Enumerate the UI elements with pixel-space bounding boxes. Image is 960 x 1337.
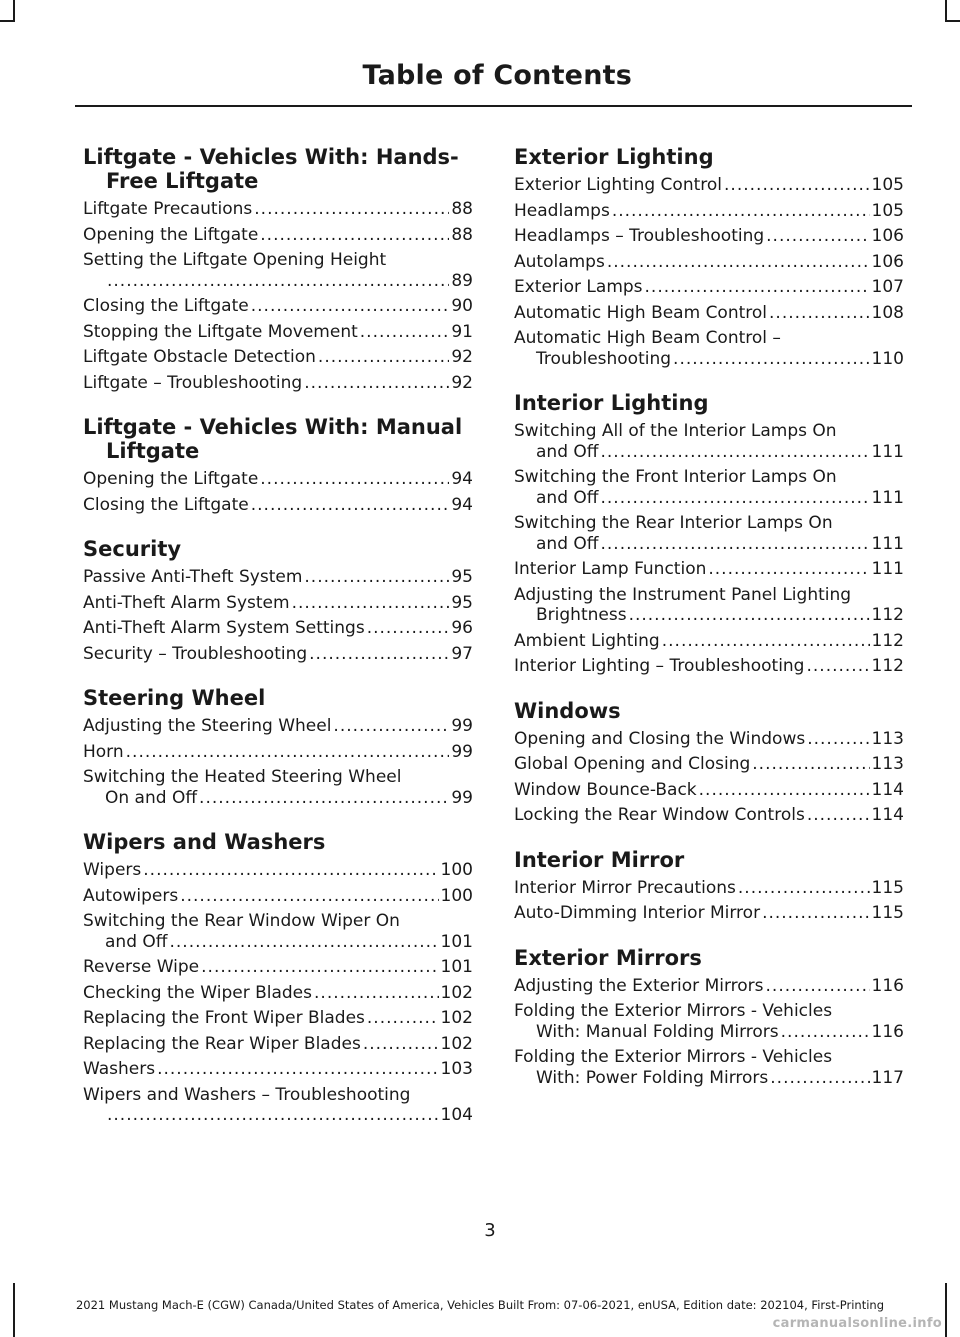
toc-page-number: 94 [451,494,473,515]
toc-entry-line [83,1008,473,1029]
toc-entry-line [83,860,473,881]
toc-entry-link[interactable] [83,250,473,291]
toc-entry-link[interactable] [83,567,473,588]
toc-entry-line [514,754,904,775]
toc-entry-label: Switching the Front Interior Lamps On [514,467,837,487]
toc-entry-line [83,567,473,588]
toc-entry-link[interactable] [514,201,904,222]
toc-entry-line [514,175,904,196]
footer-text: 2021 Mustang Mach-E (CGW) Canada/United States of America, Vehicles Built From: 07-06-2021, enUSA, Edition date: 202104, First-Printing [75,1298,884,1312]
toc-entry-line [83,886,473,907]
leader-dots [333,716,449,737]
toc-entry-label: Anti-Theft Alarm System [83,592,290,613]
leader-dots [600,442,869,463]
toc-page-number: 116 [871,1021,904,1042]
leader-dots [199,788,449,809]
toc-entry-line [83,1059,473,1080]
toc-entry-label: Troubleshooting [536,348,672,369]
toc-entry-link[interactable] [514,277,904,298]
toc-entry-link[interactable] [83,495,473,516]
toc-entry-line [83,347,473,368]
toc-entry-line [514,631,904,652]
toc-entry-label: Closing the Liftgate [83,296,249,316]
toc-entry-label: Reverse Wipe [83,957,200,977]
toc-entry-link[interactable] [83,296,473,317]
toc-page-number: 111 [871,559,904,579]
leader-dots [607,252,870,273]
leader-dots [807,729,869,750]
toc-entry-link[interactable] [514,754,904,775]
toc-entry-link[interactable] [514,559,904,580]
toc-page-number: 117 [871,1067,904,1088]
leader-dots [304,373,449,394]
toc-entry-label: On and Off [105,787,198,808]
toc-page-number: 113 [871,728,904,749]
toc-page-number: 114 [871,805,904,825]
toc-entry-link[interactable] [514,585,904,626]
toc-entry-label: Global Opening and Closing [514,754,751,774]
toc-page-number: 107 [871,277,904,297]
toc-section [514,145,904,369]
toc-page-number: 114 [871,779,904,800]
toc-entry-label: Wipers and Washers – Troubleshooting [83,1084,411,1105]
toc-entry-line [514,488,904,509]
toc-entry-link[interactable] [83,199,473,220]
toc-page-number: 100 [440,860,473,880]
toc-entry-link[interactable] [83,742,473,763]
leader-dots [309,644,449,665]
section-heading: Interior Lighting [514,391,709,415]
toc-entry-label: Opening and Closing the Windows [514,728,806,749]
toc-entry-line [83,225,473,246]
toc-page-number: 111 [871,487,904,508]
toc-entry-link[interactable] [514,878,904,899]
toc-entry-line [514,559,904,580]
toc-entry-label: Automatic High Beam Control [514,302,768,323]
toc-entry-link[interactable] [83,1059,473,1080]
toc-entry-line [514,976,904,997]
leader-dots [314,983,439,1004]
toc-entry-link[interactable] [83,767,473,808]
toc-page-number: 113 [871,754,904,774]
toc-entry-label: Opening the Liftgate [83,469,259,489]
toc-entry-label: Auto-Dimming Interior Mirror [514,903,761,923]
toc-entry-line [83,199,473,220]
section-heading: Interior Mirror [514,847,685,872]
toc-section [83,830,473,1126]
toc-entry-line [514,201,904,222]
leader-dots [367,618,450,639]
toc-entry-line [514,780,904,801]
leader-dots [752,754,869,775]
toc-page-number: 92 [451,347,473,367]
leader-dots [126,742,450,763]
toc-page-number: 99 [451,787,473,808]
toc-entry-link[interactable] [83,957,473,978]
toc-entry-link[interactable] [83,886,473,907]
section-heading: Wipers and Washers [83,830,326,854]
toc-entry-line [514,729,904,750]
crop-mark [945,0,947,22]
toc-entry-label: Liftgate Precautions [83,199,253,219]
toc-page-number: 101 [440,931,473,952]
toc-entry-label: Replacing the Front Wiper Blades [83,1008,365,1028]
leader-dots [806,656,869,677]
toc-entry-line [83,742,473,763]
leader-dots [251,495,450,516]
toc-entry-line [514,805,904,826]
toc-section [514,946,904,1089]
toc-entry-label: Washers [83,1059,156,1079]
toc-page-number: 101 [440,957,473,977]
toc-entry-label: Horn [83,741,124,762]
leader-dots [738,878,870,899]
leader-dots [769,303,870,324]
toc-entry-link[interactable] [514,976,904,997]
toc-entry-link[interactable] [514,780,904,801]
toc-entry-label: Headlamps – Troubleshooting [514,226,765,246]
header-divider [75,105,912,107]
toc-entry-link[interactable] [83,347,473,368]
toc-entry-link[interactable] [514,175,904,196]
toc-entry-line [514,252,904,273]
toc-entry-label: Folding the Exterior Mirrors - Vehicles [514,1001,833,1021]
toc-section [83,686,473,808]
leader-dots [612,201,870,222]
toc-entry-link[interactable] [514,1001,904,1042]
toc-entry-line [83,322,473,343]
crop-mark [0,20,15,22]
toc-entry-line [83,618,473,639]
toc-entry-label: Switching the Rear Window Wiper On [83,911,400,931]
toc-entry-link[interactable] [514,903,904,924]
toc-page-number: 92 [451,372,473,393]
crop-mark [13,0,15,22]
toc-entry-label: Security – Troubleshooting [83,643,308,664]
toc-entry-label: Setting the Liftgate Opening Height [83,250,387,270]
toc-entry-label: Interior Mirror Precautions [514,877,736,898]
leader-dots [107,271,449,292]
toc-entry-line [83,644,473,665]
leader-dots [662,631,870,652]
leader-dots [107,1105,439,1126]
toc-page-number: 112 [871,630,904,651]
toc-entry-label: Interior Lamp Function [514,559,707,579]
toc-page-number: 88 [451,199,473,219]
toc-page-number: 90 [451,296,473,316]
toc-page-number: 97 [451,643,473,664]
leader-dots [292,593,450,614]
leader-dots [673,349,870,370]
toc-entry-line [514,903,904,924]
toc-entry-line [83,1034,473,1055]
toc-entry-label: Interior Lighting – Troubleshooting [514,656,805,676]
toc-entry-label: Replacing the Rear Wiper Blades [83,1033,361,1054]
toc-entry-line [514,534,904,555]
toc-entry-link[interactable] [83,1008,473,1029]
toc-section [514,391,904,677]
toc-entry-label: With: Power Folding Mirrors [536,1067,769,1088]
toc-page-number: 112 [871,605,904,625]
toc-entry-line [83,271,473,292]
toc-page-number: 105 [871,200,904,221]
toc-page-number: 94 [451,469,473,489]
toc-entry-line [83,957,473,978]
page-number: 3 [484,1220,496,1241]
toc-page-number: 104 [440,1105,473,1125]
toc-entry-link[interactable] [83,618,473,639]
leader-dots [766,226,869,247]
leader-dots [304,567,449,588]
toc-entry-link[interactable] [83,716,473,737]
toc-entry-link[interactable] [514,328,904,369]
toc-entry-label: Locking the Rear Window Controls [514,805,805,825]
toc-entry-label: and Off [536,441,599,462]
toc-entry-link[interactable] [514,729,904,750]
toc-entry-link[interactable] [514,656,904,677]
toc-entry-label: Automatic High Beam Control – [514,328,781,348]
toc-page-number: 111 [871,441,904,462]
leader-dots [363,1034,439,1055]
toc-entry-link[interactable] [514,1047,904,1088]
leader-dots [143,860,438,881]
toc-entry-link[interactable] [83,225,473,246]
toc-page-number: 116 [871,975,904,996]
leader-dots [629,605,870,626]
toc-entry-line [83,932,473,953]
toc-entry-line [514,878,904,899]
toc-page-number: 106 [871,226,904,246]
toc-entry-line [83,373,473,394]
toc-page-number: 102 [440,982,473,1003]
toc-entry-line [514,605,904,626]
toc-entry-label: With: Manual Folding Mirrors [536,1021,779,1042]
section-heading: Liftgate - Vehicles With: Hands-Free Liftgate [83,145,459,193]
toc-entry-label: Switching the Heated Steering Wheel [83,767,402,787]
toc-entry-link[interactable] [83,1034,473,1055]
toc-section [83,415,473,515]
toc-entry-link[interactable] [514,513,904,554]
leader-dots [807,805,870,826]
toc-entry-link[interactable] [83,983,473,1004]
toc-entry-label: Brightness [536,605,627,625]
toc-entry-label: Folding the Exterior Mirrors - Vehicles [514,1047,833,1067]
toc-entry-line [514,349,904,370]
toc-entry-line [83,716,473,737]
toc-page-number: 89 [451,270,473,291]
toc-entry-link[interactable] [514,467,904,508]
leader-dots [360,322,450,343]
leader-dots [708,559,869,580]
toc-entry-line [514,277,904,298]
toc-entry-link[interactable] [514,631,904,652]
toc-entry-label: Autowipers [83,885,179,906]
section-heading: Security [83,537,182,561]
toc-entry-line [514,226,904,247]
toc-entry-label: Switching the Rear Interior Lamps On [514,513,833,533]
toc-entry-label: Opening the Liftgate [83,224,259,245]
toc-page-number: 115 [871,877,904,898]
toc-entry-link[interactable] [83,469,473,490]
toc-entry-label: Passive Anti-Theft System [83,567,303,587]
section-heading: Windows [514,698,621,723]
leader-dots [157,1059,438,1080]
toc-entry-link[interactable] [83,593,473,614]
leader-dots [766,976,870,997]
toc-entry-label: Anti-Theft Alarm System Settings [83,618,365,638]
toc-page-number: 88 [451,224,473,245]
toc-page-number: 112 [871,656,904,676]
toc-entry-label: Window Bounce-Back [514,779,697,800]
toc-entry-link[interactable] [83,373,473,394]
toc-column-left [83,145,473,1148]
toc-entry-label: and Off [536,487,599,508]
page-title: Table of Contents [362,60,632,91]
toc-entry-label: Ambient Lighting [514,630,660,651]
toc-entry-line [83,1105,473,1126]
toc-entry-label: and Off [536,533,599,554]
toc-column-right [514,145,904,1110]
toc-page-number: 95 [451,592,473,613]
toc-entry-link[interactable] [514,226,904,247]
toc-entry-link[interactable] [83,322,473,343]
toc-page-number: 99 [451,716,473,736]
toc-entry-label: Liftgate Obstacle Detection [83,347,316,367]
toc-entry-line [514,442,904,463]
leader-dots [600,488,869,509]
section-heading: Exterior Lighting [514,145,714,169]
leader-dots [645,277,870,298]
toc-entry-line [514,1022,904,1043]
toc-entry-line [514,656,904,677]
leader-dots [180,886,438,907]
toc-entry-line [83,983,473,1004]
toc-page-number: 110 [871,348,904,369]
toc-entry-label: Closing the Liftgate [83,494,249,515]
toc-entry-label: Adjusting the Steering Wheel [83,716,332,736]
toc-entry-link[interactable] [514,805,904,826]
toc-section [514,699,904,826]
toc-entry-link[interactable] [514,421,904,462]
toc-entry-line [83,469,473,490]
toc-entry-label: Liftgate – Troubleshooting [83,372,303,393]
toc-page-number: 115 [871,903,904,923]
toc-entry-link[interactable] [514,303,904,324]
toc-entry-line [83,593,473,614]
toc-page-number: 102 [440,1008,473,1028]
toc-entry-label: Checking the Wiper Blades [83,982,313,1003]
toc-entry-label: Stopping the Liftgate Movement [83,321,358,342]
leader-dots [201,957,438,978]
toc-page-number: 106 [871,251,904,272]
toc-entry-link[interactable] [514,252,904,273]
toc-entry-line [514,1068,904,1089]
toc-entry-line [514,303,904,324]
toc-page-number: 111 [871,533,904,554]
toc-entry-link[interactable] [83,911,473,952]
toc-entry-link[interactable] [83,1085,473,1126]
toc-page-number: 100 [440,885,473,906]
section-heading: Exterior Mirrors [514,945,702,970]
toc-entry-line [83,296,473,317]
toc-page-number: 95 [451,567,473,587]
toc-entry-label: Wipers [83,860,142,880]
leader-dots [260,225,449,246]
toc-entry-label: Switching All of the Interior Lamps On [514,421,837,441]
toc-entry-label: and Off [105,931,168,952]
toc-entry-line [83,495,473,516]
toc-page-number: 99 [451,741,473,762]
section-heading: Liftgate - Vehicles With: Manual Liftgate [83,415,463,463]
watermark: carmanualsonline.info [772,1316,942,1331]
leader-dots [254,199,449,220]
toc-page-number: 105 [871,175,904,195]
leader-dots [600,534,869,555]
toc-entry-label: Autolamps [514,251,605,272]
toc-entry-line [83,788,473,809]
leader-dots [260,469,449,490]
crop-mark [945,20,960,22]
toc-page-number: 96 [451,618,473,638]
toc-entry-label: Headlamps [514,200,610,221]
toc-entry-label: Exterior Lighting Control [514,175,723,195]
toc-entry-label: Adjusting the Instrument Panel Lighting [514,584,852,605]
toc-entry-label: Exterior Lamps [514,277,643,297]
leader-dots [724,175,870,196]
toc-page-number: 103 [440,1059,473,1079]
leader-dots [770,1068,869,1089]
toc-section [514,848,904,924]
leader-dots [318,347,449,368]
leader-dots [781,1022,870,1043]
leader-dots [169,932,438,953]
section-heading: Steering Wheel [83,686,266,710]
toc-page-number: 108 [871,302,904,323]
toc-page-number: 91 [451,321,473,342]
leader-dots [367,1008,439,1029]
toc-entry-link[interactable] [83,644,473,665]
toc-section [83,145,473,393]
toc-entry-label: Adjusting the Exterior Mirrors [514,975,764,996]
leader-dots [251,296,450,317]
leader-dots [762,903,869,924]
toc-section [83,537,473,664]
leader-dots [699,780,870,801]
toc-entry-link[interactable] [83,860,473,881]
toc-page-number: 102 [440,1033,473,1054]
